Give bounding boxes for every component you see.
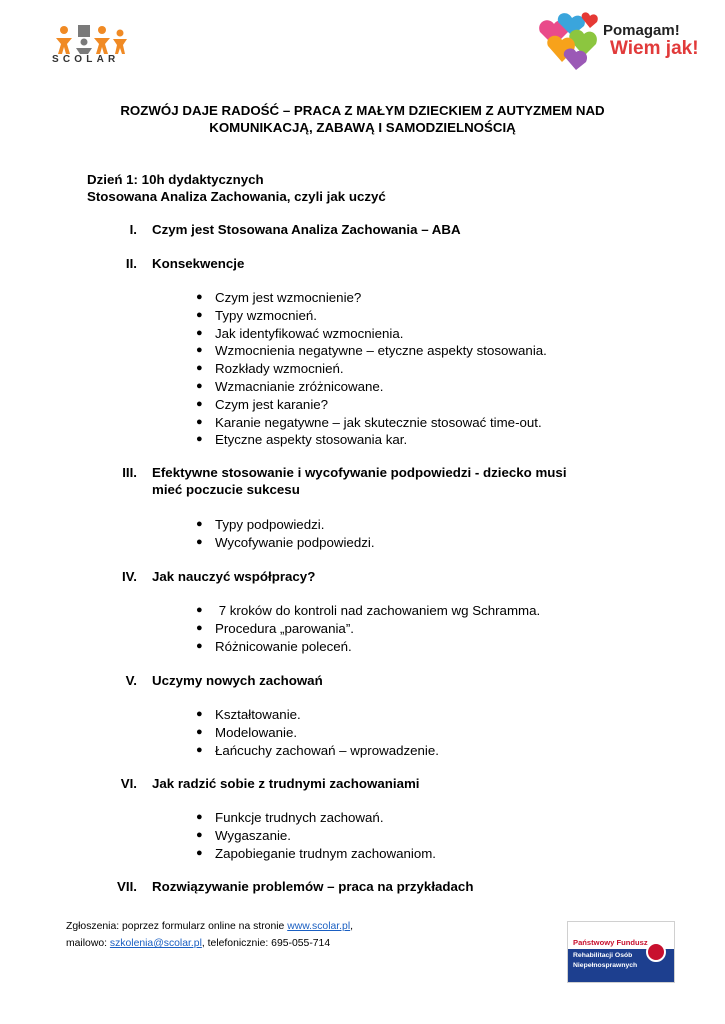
section-number: VII. xyxy=(117,879,137,894)
list-item-text: Typy podpowiedzi. xyxy=(215,517,325,532)
list-item xyxy=(195,724,439,742)
list-item xyxy=(195,431,547,449)
list-item xyxy=(195,638,540,656)
bullet-icon: ● xyxy=(196,535,203,548)
list-item xyxy=(195,742,439,760)
footer-line-2 xyxy=(66,935,353,952)
list-item xyxy=(195,516,375,534)
bullet-icon: ● xyxy=(196,397,203,410)
list-item xyxy=(195,360,547,378)
section-title: Jak radzić sobie z trudnymi zachowaniami xyxy=(152,776,420,791)
bullet-icon: ● xyxy=(196,344,203,357)
pfron-name-line-2: Rehabilitacji Osób xyxy=(573,952,633,959)
email-link[interactable]: szkolenia@scolar.pl xyxy=(109,938,202,949)
bullet-icon: ● xyxy=(196,743,203,756)
bullet-icon: ● xyxy=(196,639,203,652)
footer-text: mailowo: xyxy=(66,938,110,949)
bullet-icon: ● xyxy=(196,326,203,339)
list-item xyxy=(195,342,547,360)
section-title: Uczymy nowych zachowań xyxy=(152,673,323,688)
wiem-jak-text: Wiem jak! xyxy=(610,38,699,59)
pfron-circle-icon xyxy=(646,942,666,962)
bullet-icon: ● xyxy=(196,846,203,859)
section-title: Jak nauczyć współpracy? xyxy=(152,569,316,584)
bullet-icon: ● xyxy=(196,708,203,720)
list-item-text: Funkcje trudnych zachowań. xyxy=(215,810,384,825)
list-item xyxy=(195,378,547,396)
section-title-line-2: mieć poczucie sukcesu xyxy=(152,482,300,497)
list-item-text: Etyczne aspekty stosowania kar. xyxy=(215,432,408,448)
bullet-icon: ● xyxy=(196,291,203,303)
list-item xyxy=(195,325,547,343)
list-item-text: Wzmocnienia negatywne – etyczne aspekty stosowania. xyxy=(215,343,547,359)
list-item xyxy=(195,414,547,432)
section-number: V. xyxy=(125,673,137,688)
list-item-text: Różnicowanie poleceń. xyxy=(215,638,352,654)
list-item xyxy=(195,602,540,620)
list-item-text: Zapobieganie trudnym zachowaniom. xyxy=(215,845,437,861)
list-item-text: Modelowanie. xyxy=(215,724,298,740)
section-number: I. xyxy=(129,222,137,237)
bullet-icon: ● xyxy=(196,379,203,392)
section-number: VI. xyxy=(120,776,137,791)
day-line-1: Dzień 1: 10h dydaktycznych xyxy=(87,172,264,187)
day-heading xyxy=(87,171,386,205)
pomagam-text: Pomagam! xyxy=(603,22,680,39)
bullet-icon: ● xyxy=(196,362,203,375)
bullet-icon: ● xyxy=(196,604,203,616)
bullet-icon: ● xyxy=(196,811,203,823)
list-item-text: 7 kroków do kontroli nad zachowaniem wg Schramma. xyxy=(215,603,541,618)
pfron-logo xyxy=(567,921,675,983)
list-item xyxy=(195,289,547,307)
bullet-list xyxy=(195,516,375,552)
bullet-icon: ● xyxy=(196,518,203,530)
footer-text: Zgłoszenia: poprzez formularz online na stronie xyxy=(66,921,288,932)
list-item-text: Karanie negatywne – jak skutecznie stosować time-out. xyxy=(215,414,542,430)
list-item xyxy=(195,307,547,325)
title-line-1: ROZWÓJ DAJE RADOŚĆ – PRACA Z MAŁYM DZIECKIEM Z AUTYZMEM NAD xyxy=(120,103,605,118)
bullet-icon: ● xyxy=(196,828,203,841)
section-title: Konsekwencje xyxy=(152,256,245,271)
section-title: Czym jest Stosowana Analiza Zachowania – ABA xyxy=(152,222,461,237)
section-number: III. xyxy=(122,465,137,480)
list-item-text: Łańcuchy zachowań – wprowadzenie. xyxy=(215,742,439,758)
section-title xyxy=(152,464,632,498)
bullet-icon: ● xyxy=(196,308,203,321)
list-item-text: Typy wzmocnień. xyxy=(215,307,317,323)
section-title-line-1: Efektywne stosowanie i wycofywanie podpowiedzi - dziecko musi xyxy=(152,465,567,480)
list-item xyxy=(195,809,436,827)
section-title: Rozwiązywanie problemów – praca na przykładach xyxy=(152,879,474,894)
list-item-text: Kształtowanie. xyxy=(215,707,301,722)
footer-line-1 xyxy=(66,918,353,935)
list-item-text: Czym jest wzmocnienie? xyxy=(215,290,362,305)
list-item xyxy=(195,706,439,724)
list-item-text: Czym jest karanie? xyxy=(215,396,329,412)
footer-contact xyxy=(66,918,353,952)
list-item-text: Wygaszanie. xyxy=(215,827,292,843)
list-item xyxy=(195,396,547,414)
scolar-figures-icon xyxy=(50,24,130,56)
bullet-icon: ● xyxy=(196,433,203,446)
list-item-text: Rozkłady wzmocnień. xyxy=(215,361,344,377)
list-item-text: Wzmacnianie zróżnicowane. xyxy=(215,378,384,394)
footer-text: , xyxy=(350,921,354,932)
list-item xyxy=(195,827,436,845)
list-item xyxy=(195,620,540,638)
list-item-text: Procedura „parowania”. xyxy=(215,620,354,636)
document-title xyxy=(60,102,665,136)
footer-text: , telefonicznie: 695-055-714 xyxy=(201,938,331,949)
bullet-icon: ● xyxy=(196,415,203,428)
pfron-name-line-3: Niepełnosprawnych xyxy=(573,962,638,969)
list-item xyxy=(195,534,375,552)
pfron-name-line-1: Państwowy Fundusz xyxy=(573,938,648,947)
bullet-list xyxy=(195,602,540,655)
section-number: II. xyxy=(125,256,137,271)
bullet-list xyxy=(195,289,547,449)
title-line-2: KOMUNIKACJĄ, ZABAWĄ I SAMODZIELNOŚCIĄ xyxy=(209,120,516,135)
bullet-icon: ● xyxy=(196,621,203,634)
list-item-text: Jak identyfikować wzmocnienia. xyxy=(215,325,404,341)
bullet-icon: ● xyxy=(196,725,203,738)
scolar-wordmark: SCOLAR xyxy=(52,54,120,65)
section-number: IV. xyxy=(121,569,137,584)
bullet-list xyxy=(195,809,436,862)
bullet-list xyxy=(195,706,439,759)
list-item-text: Wycofywanie podpowiedzi. xyxy=(215,534,375,550)
list-item xyxy=(195,845,436,863)
website-link[interactable]: www.scolar.pl xyxy=(287,921,351,932)
day-line-2: Stosowana Analiza Zachowania, czyli jak uczyć xyxy=(87,189,386,204)
